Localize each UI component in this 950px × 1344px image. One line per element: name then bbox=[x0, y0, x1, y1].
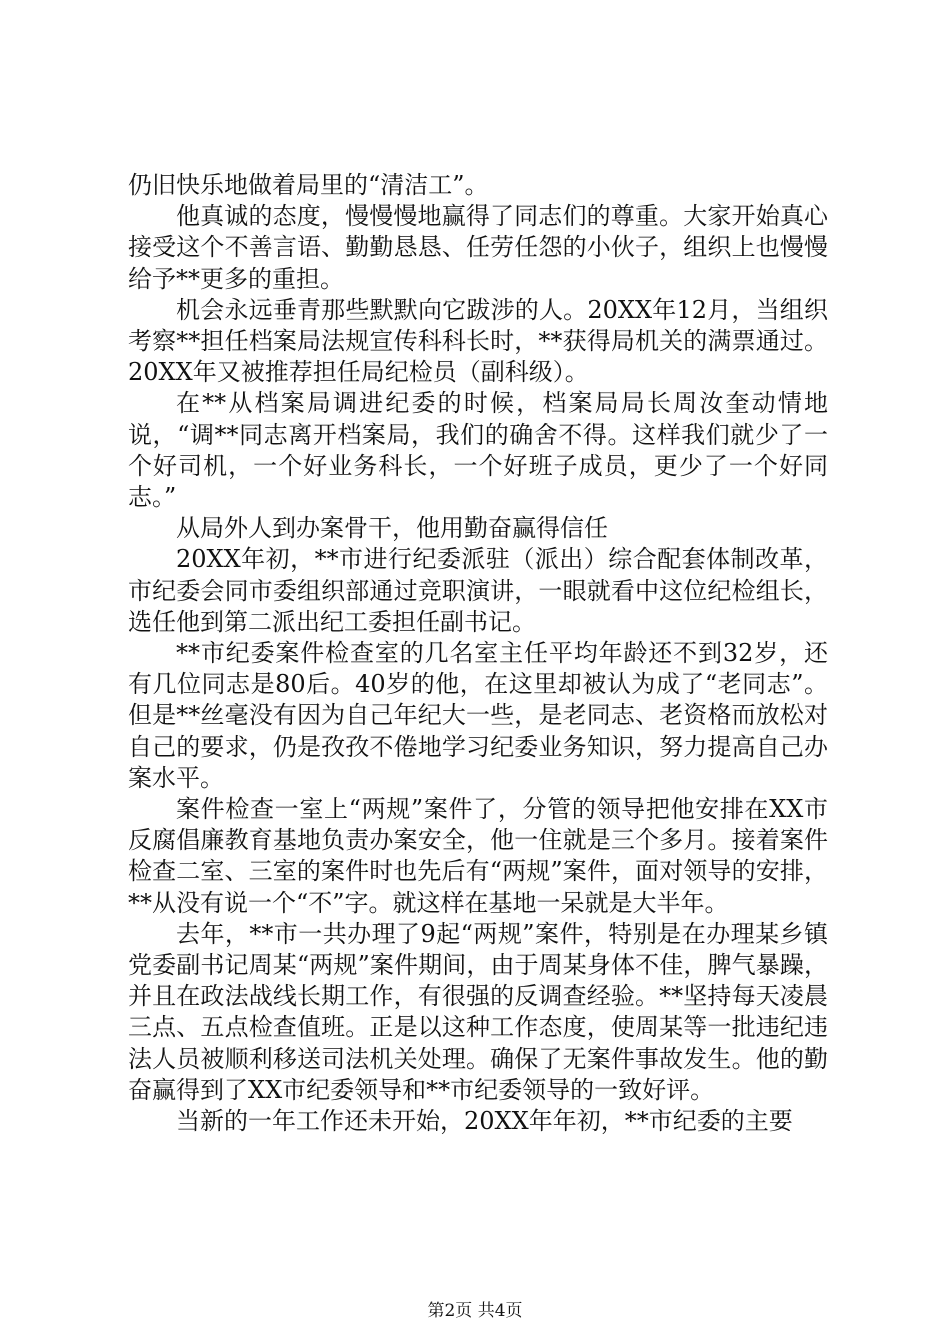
paragraph-2: 他真诚的态度，慢慢慢地赢得了同志们的尊重。大家开始真心接受这个不善言语、勤勤恳恳、任劳任怨的小伙子，组织上也慢慢给予**更多的重担。 bbox=[128, 202, 828, 293]
paragraph-3: 机会永远垂青那些默默向它跋涉的人。20XX年12月，当组织考察**担任档案局法规宣传科科长时，**获得局机关的满票通过。20XX年又被推荐担任局纪检员（副科级）。 bbox=[128, 295, 828, 387]
paragraph-6: 20XX年初，**市进行纪委派驻（派出）综合配套体制改革，市纪委会同市委组织部通过竞职演讲，一眼就看中这位纪检组长，选任他到第二派出纪工委担任副书记。 bbox=[128, 545, 828, 636]
paragraph-9: 去年，**市一共办理了9起“两规”案件，特别是在办理某乡镇党委副书记周某“两规”案件期间，由于周某身体不佳，脾气暴躁，并且在政法战线长期工作，有很强的反调查经验。**坚持每天凌晨三点、五点检查值班。正是以这种工作态度，使周某等一批违纪违法人员被顺利移送司法机关处理。确保了无案件事故发生。他的勤奋赢得到了XX市纪委领导和**市纪委领导的一致好评。 bbox=[128, 919, 828, 1104]
paragraph-10: 当新的一年工作还未开始，20XX年年初，**市纪委的主要 bbox=[176, 1107, 793, 1136]
section-heading: 从局外人到办案骨干，他用勤奋赢得信任 bbox=[176, 514, 608, 543]
paragraph-4: 在**从档案局调进纪委的时候，档案局局长周汝奎动情地说，“调**同志离开档案局，我们的确舍不得。这样我们就少了一个好司机，一个好业务科长，一个好班子成员，更少了一个好同志。” bbox=[128, 389, 828, 512]
page-footer: 第2页 共4页 bbox=[427, 1301, 523, 1321]
document-body bbox=[128, 170, 828, 1137]
paragraph-8: 案件检查一室上“两规”案件了，分管的领导把他安排在XX市反腐倡廉教育基地负责办案安全，他一住就是三个多月。接着案件检查二室、三室的案件时也先后有“两规”案件，面对领导的安排，**从没有说一个“不”字。就这样在基地一呆就是大半年。 bbox=[128, 795, 828, 917]
paragraph-1: 仍旧快乐地做着局里的“清洁工”。 bbox=[128, 171, 489, 199]
paragraph-7: **市纪委案件检查室的几名室主任平均年龄还不到32岁，还有几位同志是80后。40岁的他，在这里却被认为成了“老同志”。但是**丝毫没有因为自己年纪大一些，是老同志、老资格而放松对自己的要求，仍是孜孜不倦地学习纪委业务知识，努力提高自己办案水平。 bbox=[128, 639, 828, 792]
